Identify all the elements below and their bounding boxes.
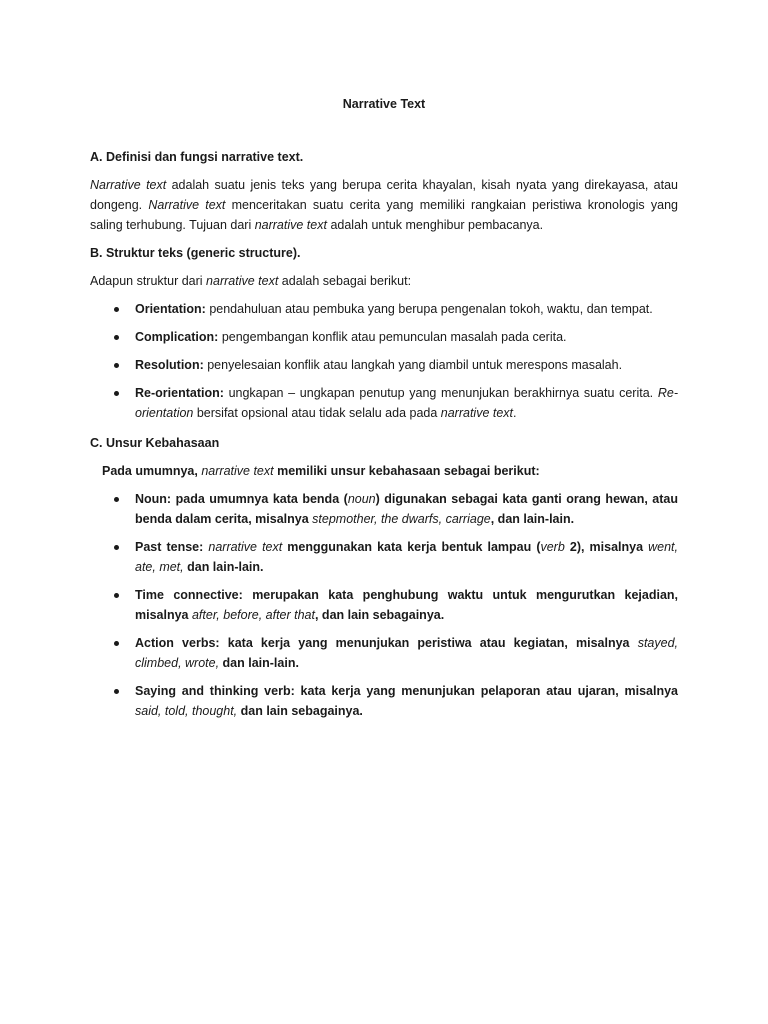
item-text: pada umumnya kata benda ( [171,492,348,506]
item-label: Complication: [135,330,219,344]
bullet-icon [114,689,119,694]
italic-term: said, told, thought, [135,704,238,718]
section-a-paragraph [90,175,678,235]
item-text: ungkapan – ungkapan penutup yang menunjukan berakhirnya suatu cerita. [223,386,658,400]
item-label: Saying and thinking verb: [135,684,295,698]
text-run: menceritakan suatu cerita yang memiliki rangkaian peristiwa kronologis yang saling terhubung. Tujuan dari [90,198,678,232]
list-item-noun [90,489,678,529]
section-c-intro [90,461,678,481]
item-text: bersifat opsional atau tidak selalu ada pada [193,406,441,420]
bullet-icon [114,593,119,598]
italic-term: Re-orientation [135,386,678,420]
italic-term: Narrative text [148,198,226,212]
item-text: merupakan kata penghubung waktu untuk mengurutkan kejadian, misalnya [135,588,679,622]
italic-term: Narrative text [90,178,167,192]
text-run: Adapun struktur dari [90,274,207,288]
section-c-heading: C. Unsur Kebahasaan [90,436,220,450]
list-item-action-verbs [90,633,678,673]
bullet-icon [114,641,119,646]
text-run: memiliki unsur kebahasaan sebagai berikut: [273,464,540,478]
item-label: Past tense: [135,540,204,554]
item-text: pengembangan konflik atau pemunculan masalah pada cerita. [218,330,567,344]
item-label: Resolution: [135,358,204,372]
text-run: adalah untuk menghibur pembacanya. [326,218,544,232]
italic-term: noun [347,492,376,506]
item-text: menggunakan kata kerja bentuk lampau ( [282,540,541,554]
italic-term: narrative text [440,406,514,420]
list-item-orientation [90,299,678,319]
item-label: Noun: [135,492,172,506]
item-text: dan lain-lain. [183,560,264,574]
italic-term: narrative text [254,218,327,232]
list-item-saying-thinking-verb [90,681,678,721]
italic-term: verb [540,540,565,554]
item-text: kata kerja yang menunjukan peristiwa atau kegiatan, misalnya [219,636,638,650]
item-text: , dan lain-lain. [490,512,575,526]
item-label: Time connective: [135,588,243,602]
item-text: , dan lain sebagainya. [314,608,445,622]
bullet-icon [114,391,119,396]
italic-term: narrative text [201,464,274,478]
italic-term: stayed, climbed, wrote, [135,636,678,670]
item-label: Orientation: [135,302,206,316]
list-item-resolution [90,355,678,375]
bullet-icon [114,363,119,368]
text-run: adalah suatu jenis teks yang berupa cerita khayalan, kisah nyata yang direkayasa, atau dongeng. [90,178,678,212]
list-item-complication [90,327,678,347]
page-title: Narrative Text [342,97,426,111]
text-run: adalah sebagai berikut: [278,274,412,288]
item-text: pendahuluan atau pembuka yang berupa pengenalan tokoh, waktu, dan tempat. [205,302,653,316]
item-text: ) digunakan sebagai kata ganti orang hewan, atau benda dalam cerita, misalnya [135,492,679,526]
italic-term: after, before, after that [191,608,315,622]
italic-term: went, ate, met, [135,540,678,574]
bullet-icon [114,497,119,502]
item-text: 2), misalnya [564,540,649,554]
text-run: Pada umumnya, [102,464,202,478]
item-label: Re-orientation: [135,386,224,400]
section-b-intro [90,271,678,291]
item-text: dan lain sebagainya. [237,704,363,718]
bullet-icon [114,307,119,312]
italic-term: narrative text [208,540,283,554]
language-features-list [90,489,678,721]
item-text: dan lain-lain. [219,656,299,670]
list-item-reorientation [90,383,678,423]
bullet-icon [114,545,119,550]
italic-term: narrative text [206,274,279,288]
list-item-past-tense [90,537,678,577]
section-b-heading: B. Struktur teks (generic structure). [90,246,301,260]
bullet-icon [114,335,119,340]
italic-term: stepmother, the dwarfs, carriage [312,512,491,526]
structure-list [90,299,678,423]
list-item-time-connective [90,585,678,625]
item-text: . [513,406,517,420]
item-text: penyelesaian konflik atau langkah yang diambil untuk merespons masalah. [203,358,623,372]
item-text: kata kerja yang menunjukan pelaporan atau ujaran, misalnya [294,684,678,698]
item-label: Action verbs: [135,636,220,650]
section-a-heading: A. Definisi dan fungsi narrative text. [90,150,304,164]
